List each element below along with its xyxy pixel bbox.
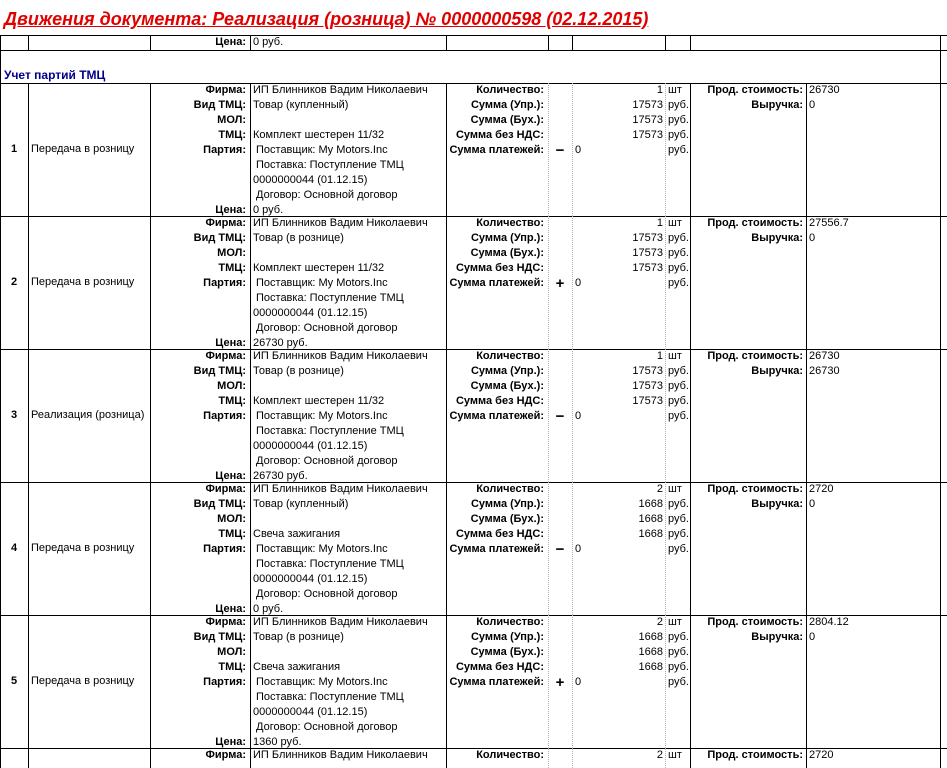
revenue-value: 26730 [809,365,840,377]
col-divider-dotted [548,615,549,748]
label-sum-upr: Сумма (Упр.): [470,498,544,510]
price-value: 26730 руб. [253,470,308,482]
firm-value: ИП Блинников Вадим Николаевич [253,483,428,495]
label-sum-upr: Сумма (Упр.): [470,99,544,111]
batch-contract: Договор: Основной договор [256,588,398,600]
label-sum-nonds: Сумма без НДС: [455,661,544,673]
price-value: 1360 руб. [253,736,302,748]
col-divider [250,615,251,748]
batch-delivery-number: 0000000044 (01.12.15) [253,174,368,186]
prod-cost-value: 2720 [809,749,834,761]
prod-cost-value: 27556.7 [809,217,849,229]
firm-value: ИП Блинников Вадим Николаевич [253,217,428,229]
batch-supplier: Поставщик: My Motors.Inc [256,277,388,289]
header-col-line [250,35,251,50]
label-mol: МОЛ: [217,247,246,259]
batch-delivery-number: 0000000044 (01.12.15) [253,440,368,452]
batch-contract: Договор: Основной договор [256,721,398,733]
header-col-line [28,35,29,50]
label-tmc: ТМЦ: [218,395,246,407]
qty-unit: шт [668,350,682,362]
section-right-line [940,50,941,83]
header-price-label: Цена: [215,36,246,48]
currency-unit: руб. [668,646,689,658]
tmc-value: Свеча зажигания [253,528,341,540]
tmc-value: Комплект шестерен 11/32 [253,262,385,274]
value-sum-buh: 17573 [632,247,663,259]
tmc-type-value: Товар (в рознице) [253,232,344,244]
label-price: Цена: [215,470,246,482]
revenue-value: 0 [809,232,816,244]
label-prod-cost: Прод. стоимость: [707,616,803,628]
value-qty: 2 [656,616,663,628]
batch-supplier: Поставщик: My Motors.Inc [256,676,388,688]
col-divider [940,615,941,748]
label-sum-buh: Сумма (Бух.): [470,513,544,525]
label-revenue: Выручка: [751,631,803,643]
price-value: 26730 руб. [253,337,308,349]
row-number: 5 [10,675,18,687]
qty-unit: шт [668,84,682,96]
value-qty: 1 [656,217,663,229]
revenue-value: 0 [809,99,816,111]
value-sum-upr: 1668 [638,631,663,643]
row-number: 4 [10,542,18,554]
section-title: Учет партий ТМЦ [4,68,106,82]
col-divider [806,615,807,748]
label-type: Вид ТМЦ: [193,365,246,377]
label-firm: Фирма: [205,350,246,362]
label-sum-nonds: Сумма без НДС: [455,129,544,141]
currency-unit: руб. [668,631,689,643]
tmc-type-value: Товар (в рознице) [253,365,344,377]
col-divider-dotted [572,349,573,482]
batch-supplier: Поставщик: My Motors.Inc [256,144,388,156]
col-divider [28,748,29,768]
label-mol: МОЛ: [217,380,246,392]
label-firm: Фирма: [205,84,246,96]
label-revenue: Выручка: [751,232,803,244]
col-divider-dotted [665,216,666,349]
batch-delivery: Поставка: Поступление ТМЦ [256,292,404,304]
col-divider [940,482,941,615]
label-sum-buh: Сумма (Бух.): [470,646,544,658]
batch-delivery: Поставка: Поступление ТМЦ [256,159,404,171]
operation-name: Передача в розницу [31,143,135,155]
batch-delivery: Поставка: Поступление ТМЦ [256,425,404,437]
operation-name: Реализация (розница) [31,409,145,421]
col-divider-dotted [572,615,573,748]
currency-unit: руб. [668,232,689,244]
value-sum-upr: 17573 [632,232,663,244]
col-divider [806,349,807,482]
col-divider [28,83,29,216]
label-type: Вид ТМЦ: [193,498,246,510]
label-mol: МОЛ: [217,646,246,658]
currency-unit: руб. [668,129,689,141]
qty-unit: шт [668,483,682,495]
header-col-line [446,35,447,50]
label-prod-cost: Прод. стоимость: [707,749,803,761]
section-left-line [0,50,1,83]
prod-cost-value: 2720 [809,483,834,495]
row-number: 2 [10,276,18,288]
col-divider [0,349,1,482]
label-batch: Партия: [203,543,246,555]
batch-delivery-number: 0000000044 (01.12.15) [253,706,368,718]
payments-value: 0 [575,410,582,422]
operation-name: Передача в розницу [31,276,135,288]
header-col-line [0,35,1,50]
currency-unit: руб. [668,513,689,525]
currency-unit: руб. [668,365,689,377]
col-divider [250,482,251,615]
label-firm: Фирма: [205,217,246,229]
firm-value: ИП Блинников Вадим Николаевич [253,749,428,761]
value-qty: 2 [656,483,663,495]
header-col-line [665,35,666,50]
value-qty: 1 [656,84,663,96]
label-prod-cost: Прод. стоимость: [707,483,803,495]
label-batch: Партия: [203,676,246,688]
label-firm: Фирма: [205,483,246,495]
operation-name: Передача в розницу [31,542,135,554]
value-sum-upr: 17573 [632,365,663,377]
label-batch: Партия: [203,277,246,289]
label-sum-pay: Сумма платежей: [449,676,544,688]
label-sum-buh: Сумма (Бух.): [470,380,544,392]
label-batch: Партия: [203,144,246,156]
col-divider [0,748,1,768]
label-sum-nonds: Сумма без НДС: [455,395,544,407]
currency-unit: руб. [668,99,689,111]
label-sum-buh: Сумма (Бух.): [470,114,544,126]
label-sum-pay: Сумма платежей: [449,277,544,289]
label-prod-cost: Прод. стоимость: [707,350,803,362]
col-divider-dotted [572,748,573,768]
currency-unit: руб. [668,543,689,555]
batch-contract: Договор: Основной договор [256,455,398,467]
value-sum-buh: 1668 [638,513,663,525]
label-tmc: ТМЦ: [218,661,246,673]
label-tmc: ТМЦ: [218,262,246,274]
value-sum-buh: 17573 [632,114,663,126]
label-type: Вид ТМЦ: [193,232,246,244]
tmc-value: Комплект шестерен 11/32 [253,395,385,407]
col-divider [806,83,807,216]
col-divider [28,216,29,349]
label-sum-nonds: Сумма без НДС: [455,262,544,274]
payments-value: 0 [575,144,582,156]
qty-unit: шт [668,749,682,761]
revenue-value: 0 [809,631,816,643]
label-sum-pay: Сумма платежей: [449,144,544,156]
tmc-type-value: Товар (в рознице) [253,631,344,643]
value-qty: 1 [656,350,663,362]
tmc-type-value: Товар (купленный) [253,498,349,510]
col-divider-dotted [548,349,549,482]
label-type: Вид ТМЦ: [193,631,246,643]
tmc-type-value: Товар (купленный) [253,99,349,111]
tmc-value: Свеча зажигания [253,661,341,673]
batch-delivery-number: 0000000044 (01.12.15) [253,307,368,319]
col-divider-dotted [572,83,573,216]
col-divider [28,482,29,615]
col-divider [940,748,941,768]
col-divider [940,349,941,482]
label-firm: Фирма: [205,749,246,761]
col-divider [940,216,941,349]
header-col-line [690,35,691,50]
currency-unit: руб. [668,114,689,126]
label-firm: Фирма: [205,616,246,628]
label-price: Цена: [215,337,246,349]
label-sum-upr: Сумма (Упр.): [470,232,544,244]
label-mol: МОЛ: [217,513,246,525]
col-divider [250,83,251,216]
payments-value: 0 [575,676,582,688]
qty-unit: шт [668,616,682,628]
label-qty: Количество: [476,350,544,362]
col-divider [250,748,251,768]
label-qty: Количество: [476,749,544,761]
label-price: Цена: [215,603,246,615]
value-sum-buh: 1668 [638,646,663,658]
batch-supplier: Поставщик: My Motors.Inc [256,543,388,555]
label-sum-upr: Сумма (Упр.): [470,365,544,377]
currency-unit: руб. [668,676,689,688]
value-sum-nonds: 1668 [638,528,663,540]
col-divider-dotted [548,216,549,349]
qty-unit: шт [668,217,682,229]
header-col-line [572,35,573,50]
currency-unit: руб. [668,528,689,540]
currency-unit: руб. [668,395,689,407]
batch-delivery: Поставка: Поступление ТМЦ [256,558,404,570]
title-divider [0,35,947,36]
col-divider [28,349,29,482]
prod-cost-value: 26730 [809,84,840,96]
header-row-line [0,50,947,51]
label-batch: Партия: [203,410,246,422]
plus-icon: + [555,275,565,292]
label-tmc: ТМЦ: [218,129,246,141]
label-qty: Количество: [476,616,544,628]
value-qty: 2 [656,749,663,761]
row-number: 1 [10,143,18,155]
value-sum-nonds: 17573 [632,395,663,407]
currency-unit: руб. [668,277,689,289]
minus-icon: − [555,408,565,425]
label-qty: Количество: [476,217,544,229]
label-qty: Количество: [476,84,544,96]
label-sum-upr: Сумма (Упр.): [470,631,544,643]
tmc-value: Комплект шестерен 11/32 [253,129,385,141]
operation-name: Передача в розницу [31,675,135,687]
minus-icon: − [555,142,565,159]
label-sum-pay: Сумма платежей: [449,410,544,422]
currency-unit: руб. [668,247,689,259]
value-sum-upr: 1668 [638,498,663,510]
batch-delivery-number: 0000000044 (01.12.15) [253,573,368,585]
col-divider [806,748,807,768]
payments-value: 0 [575,277,582,289]
col-divider [806,216,807,349]
currency-unit: руб. [668,380,689,392]
value-sum-nonds: 17573 [632,262,663,274]
currency-unit: руб. [668,498,689,510]
col-divider [0,83,1,216]
col-divider-dotted [548,482,549,615]
currency-unit: руб. [668,262,689,274]
value-sum-buh: 17573 [632,380,663,392]
header-col-line [548,35,549,50]
col-divider-dotted [665,83,666,216]
col-divider-dotted [548,83,549,216]
value-sum-nonds: 1668 [638,661,663,673]
col-divider [0,482,1,615]
col-divider [0,216,1,349]
col-divider [250,216,251,349]
row-number: 3 [10,409,18,421]
label-revenue: Выручка: [751,365,803,377]
price-value: 0 руб. [253,603,284,615]
col-divider [0,615,1,748]
label-qty: Количество: [476,483,544,495]
firm-value: ИП Блинников Вадим Николаевич [253,616,428,628]
col-divider-dotted [665,482,666,615]
label-price: Цена: [215,204,246,216]
label-price: Цена: [215,736,246,748]
prod-cost-value: 26730 [809,350,840,362]
payments-value: 0 [575,543,582,555]
firm-value: ИП Блинников Вадим Николаевич [253,84,428,96]
col-divider [940,83,941,216]
revenue-value: 0 [809,498,816,510]
col-divider-dotted [548,748,549,768]
price-value: 0 руб. [253,204,284,216]
batch-supplier: Поставщик: My Motors.Inc [256,410,388,422]
label-prod-cost: Прод. стоимость: [707,84,803,96]
currency-unit: руб. [668,410,689,422]
col-divider-dotted [665,615,666,748]
minus-icon: − [555,541,565,558]
col-divider-dotted [572,482,573,615]
firm-value: ИП Блинников Вадим Николаевич [253,350,428,362]
col-divider [28,615,29,748]
col-divider [250,349,251,482]
label-revenue: Выручка: [751,99,803,111]
header-price-value: 0 руб. [253,36,284,48]
label-prod-cost: Прод. стоимость: [707,217,803,229]
value-sum-nonds: 17573 [632,129,663,141]
currency-unit: руб. [668,144,689,156]
currency-unit: руб. [668,661,689,673]
plus-icon: + [555,674,565,691]
label-sum-buh: Сумма (Бух.): [470,247,544,259]
label-mol: МОЛ: [217,114,246,126]
header-col-line [940,35,941,50]
label-tmc: ТМЦ: [218,528,246,540]
label-sum-nonds: Сумма без НДС: [455,528,544,540]
col-divider [806,482,807,615]
batch-contract: Договор: Основной договор [256,322,398,334]
col-divider-dotted [665,748,666,768]
col-divider-dotted [665,349,666,482]
value-sum-upr: 17573 [632,99,663,111]
col-divider-dotted [572,216,573,349]
batch-contract: Договор: Основной договор [256,189,398,201]
label-sum-pay: Сумма платежей: [449,543,544,555]
batch-delivery: Поставка: Поступление ТМЦ [256,691,404,703]
page-title: Движения документа: Реализация (розница) № 0000000598 (02.12.2015) [4,9,649,29]
prod-cost-value: 2804.12 [809,616,849,628]
label-type: Вид ТМЦ: [193,99,246,111]
label-revenue: Выручка: [751,498,803,510]
